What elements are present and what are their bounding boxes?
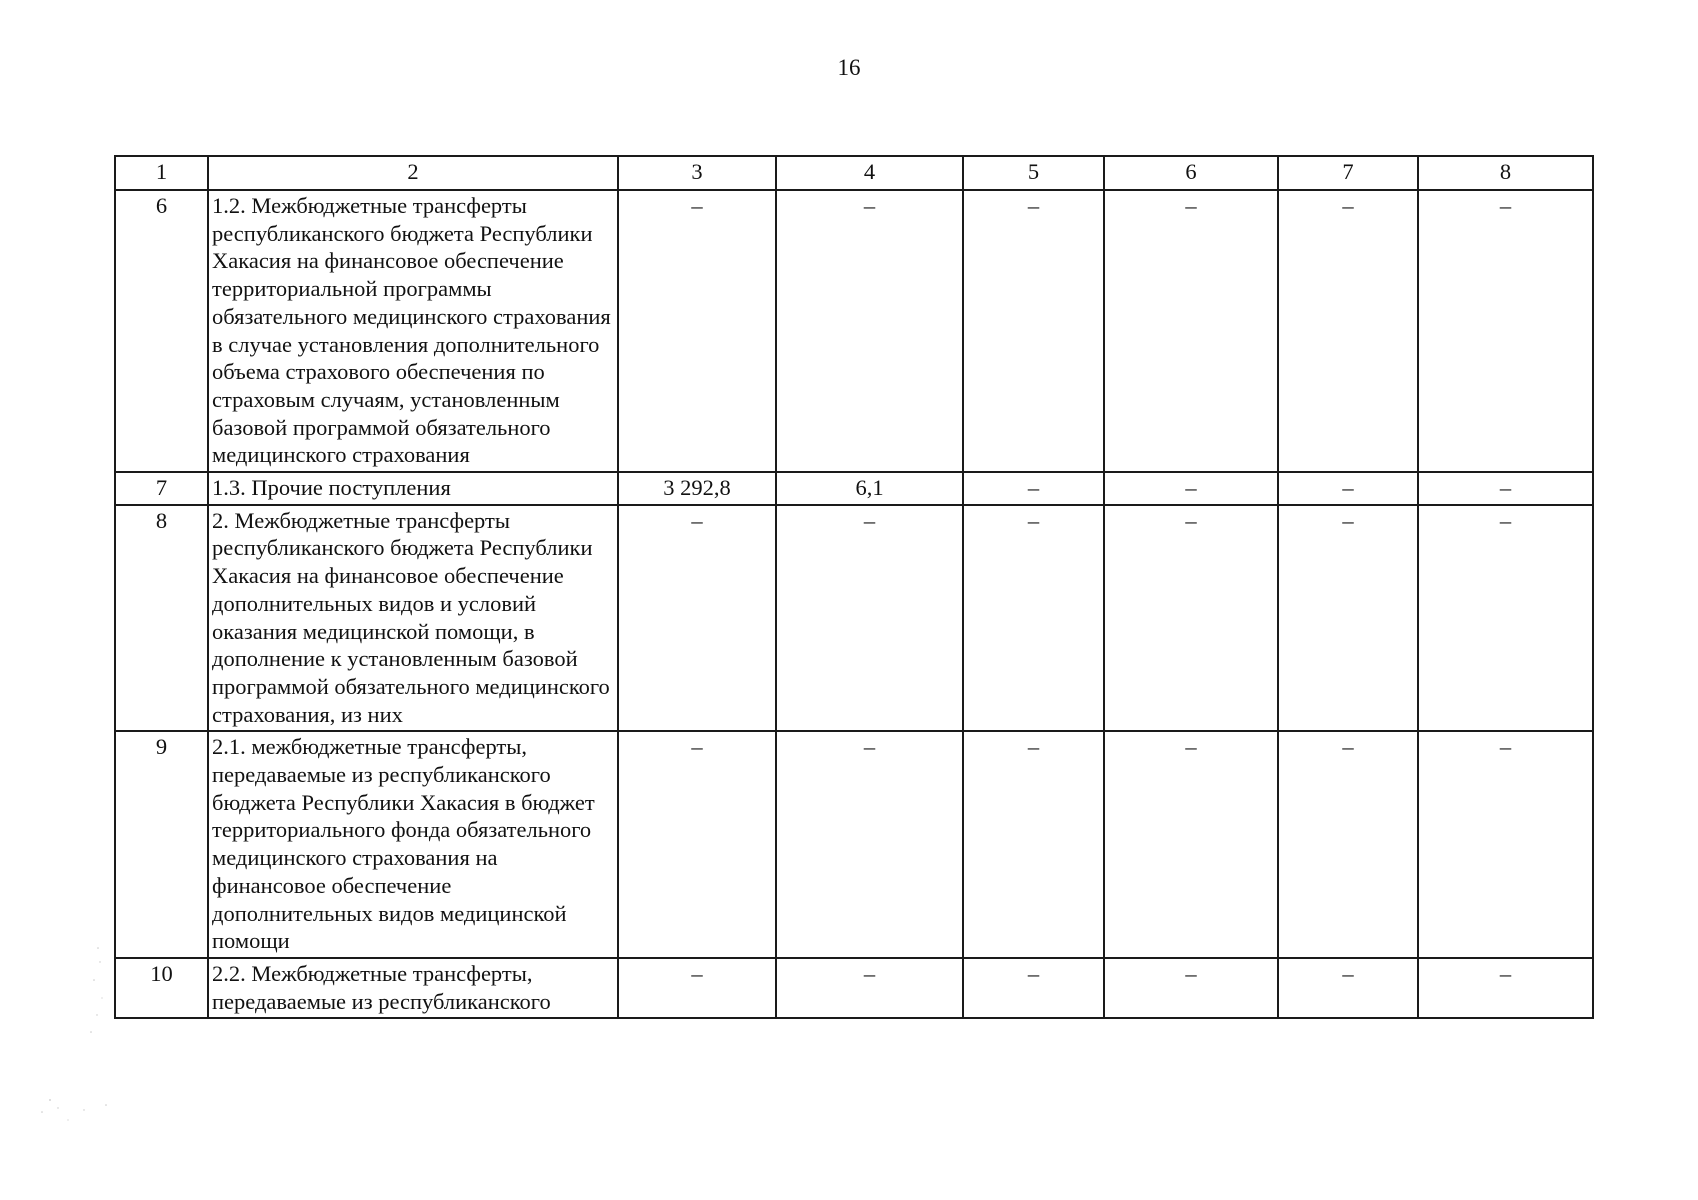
row-number: 8 <box>115 505 208 732</box>
column-header: 2 <box>208 156 618 190</box>
table-row <box>115 505 1593 732</box>
table-header-row <box>115 156 1593 190</box>
table-cell: – <box>963 190 1104 472</box>
table-cell: – <box>1104 472 1278 505</box>
table-cell: – <box>776 190 963 472</box>
row-description: 2.2. Межбюджетные трансферты, передаваемые из республиканского <box>208 958 618 1018</box>
table-cell: – <box>1418 731 1593 958</box>
table-row <box>115 190 1593 472</box>
table-cell: – <box>1418 505 1593 732</box>
column-header: 5 <box>963 156 1104 190</box>
column-header: 6 <box>1104 156 1278 190</box>
row-number: 7 <box>115 472 208 505</box>
table-cell: – <box>1418 958 1593 1018</box>
row-number: 6 <box>115 190 208 472</box>
table-cell: – <box>1104 190 1278 472</box>
table-cell: – <box>1418 190 1593 472</box>
table-cell: – <box>1104 731 1278 958</box>
row-number: 9 <box>115 731 208 958</box>
column-header: 1 <box>115 156 208 190</box>
table-cell: – <box>1278 958 1418 1018</box>
table-cell: 6,1 <box>776 472 963 505</box>
table-cell: – <box>776 958 963 1018</box>
table-cell: – <box>776 505 963 732</box>
budget-table <box>114 155 1594 1019</box>
table-row <box>115 472 1593 505</box>
table-cell: – <box>618 731 776 958</box>
table-cell: – <box>963 731 1104 958</box>
table-row <box>115 958 1593 1018</box>
scan-noise <box>28 940 118 1140</box>
row-description: 2. Межбюджетные трансферты республиканского бюджета Республики Хакасия на финансовое обеспечение дополнительных видов и условий оказания медицинской помощи, в дополнение к установленным базовой программой обязательного медицинского страхования, из них <box>208 505 618 732</box>
row-description: 1.3. Прочие поступления <box>208 472 618 505</box>
table-cell: – <box>1278 505 1418 732</box>
page-number: 16 <box>837 55 861 80</box>
column-header: 8 <box>1418 156 1593 190</box>
table-cell: – <box>1418 472 1593 505</box>
row-description: 1.2. Межбюджетные трансферты республиканского бюджета Республики Хакасия на финансовое обеспечение территориальной программы обязательного медицинского страхования в случае установления дополнительного объема страхового обеспечения по страховым случаям, установленным базовой программой обязательного медицинского страхования <box>208 190 618 472</box>
table-cell: – <box>618 505 776 732</box>
row-number: 10 <box>115 958 208 1018</box>
table-cell: – <box>963 505 1104 732</box>
table-cell: – <box>776 731 963 958</box>
column-header: 3 <box>618 156 776 190</box>
table-cell: – <box>1104 958 1278 1018</box>
table-cell: – <box>1278 731 1418 958</box>
table-cell: – <box>963 958 1104 1018</box>
table-cell: – <box>1104 505 1278 732</box>
column-header: 7 <box>1278 156 1418 190</box>
table-cell: 3 292,8 <box>618 472 776 505</box>
column-header: 4 <box>776 156 963 190</box>
table-row <box>115 731 1593 958</box>
table-cell: – <box>618 190 776 472</box>
table-cell: – <box>963 472 1104 505</box>
table-cell: – <box>1278 472 1418 505</box>
table-cell: – <box>1278 190 1418 472</box>
table-cell: – <box>618 958 776 1018</box>
row-description: 2.1. межбюджетные трансферты, передаваемые из республиканского бюджета Республики Хакасия в бюджет территориального фонда обязательного медицинского страхования на финансовое обеспечение дополнительных видов медицинской помощи <box>208 731 618 958</box>
